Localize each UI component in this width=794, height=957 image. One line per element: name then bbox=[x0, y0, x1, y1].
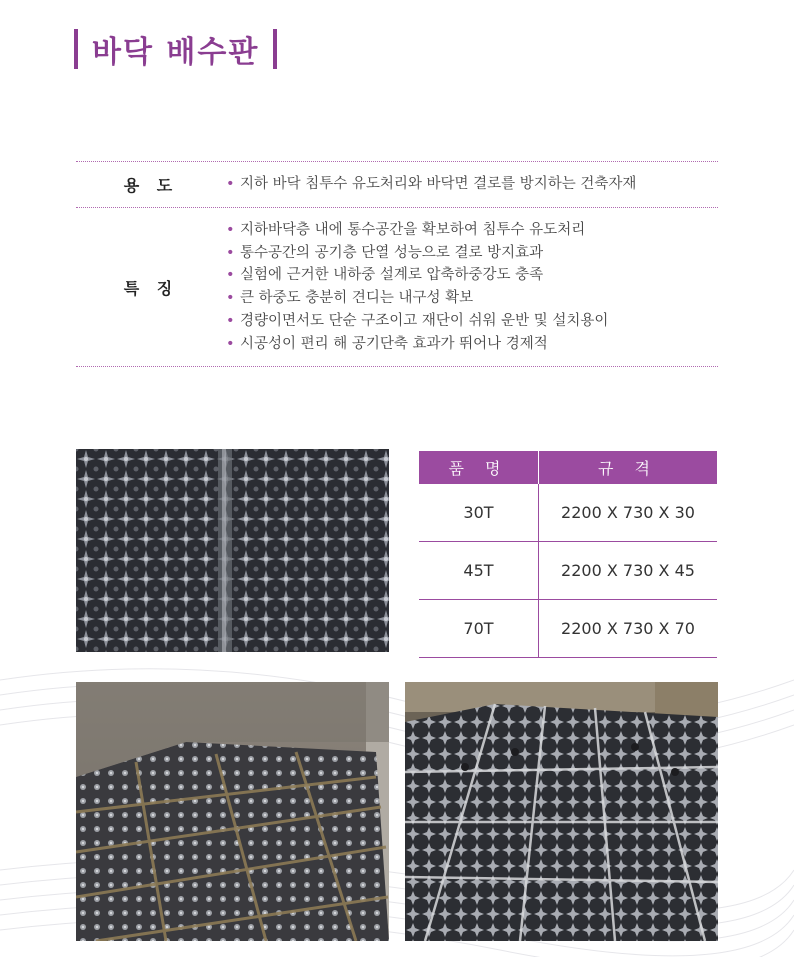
page-title-block bbox=[74, 28, 277, 70]
feature-item: • 지하바닥층 내에 통수공간을 확보하여 침투수 유도처리 bbox=[226, 219, 718, 242]
title-right-bar bbox=[273, 29, 277, 69]
spec-size-cell: 2200 X 730 X 45 bbox=[539, 542, 718, 600]
spec-table bbox=[419, 451, 717, 658]
feature-item: • 통수공간의 공기층 단열 성능으로 결로 방지효과 bbox=[226, 242, 718, 265]
installation-photo-right bbox=[405, 682, 718, 941]
spec-size-cell: 2200 X 730 X 70 bbox=[539, 600, 718, 658]
usage-row bbox=[76, 161, 718, 208]
info-table bbox=[76, 161, 718, 367]
table-row bbox=[419, 600, 717, 658]
table-row bbox=[419, 484, 717, 542]
table-row bbox=[419, 542, 717, 600]
spec-name-cell: 45T bbox=[419, 542, 539, 600]
title-left-bar bbox=[74, 29, 78, 69]
feature-item: • 큰 하중도 충분히 견디는 내구성 확보 bbox=[226, 287, 718, 310]
feature-item: • 경량이면서도 단순 구조이고 재단이 쉬워 운반 및 설치용이 bbox=[226, 310, 718, 333]
features-label: 특 징 bbox=[123, 278, 179, 298]
spec-name-cell: 70T bbox=[419, 600, 539, 658]
usage-label: 용 도 bbox=[123, 176, 179, 195]
page-title: 바닥 배수판 bbox=[92, 35, 260, 70]
features-row bbox=[76, 208, 718, 367]
installation-photo-left bbox=[76, 682, 389, 941]
product-closeup-photo bbox=[76, 449, 389, 652]
spec-header-size: 규 격 bbox=[539, 451, 718, 484]
spec-size-cell: 2200 X 730 X 30 bbox=[539, 484, 718, 542]
usage-item: • 지하 바닥 침투수 유도처리와 바닥면 결로를 방지하는 건축자재 bbox=[226, 173, 718, 196]
spec-name-cell: 30T bbox=[419, 484, 539, 542]
feature-item: • 시공성이 편리 해 공기단축 효과가 뛰어나 경제적 bbox=[226, 333, 718, 356]
spec-header-name: 품 명 bbox=[419, 451, 539, 484]
spec-header-row bbox=[419, 451, 717, 484]
feature-item: • 실험에 근거한 내하중 설계로 압축하중강도 충족 bbox=[226, 264, 718, 287]
